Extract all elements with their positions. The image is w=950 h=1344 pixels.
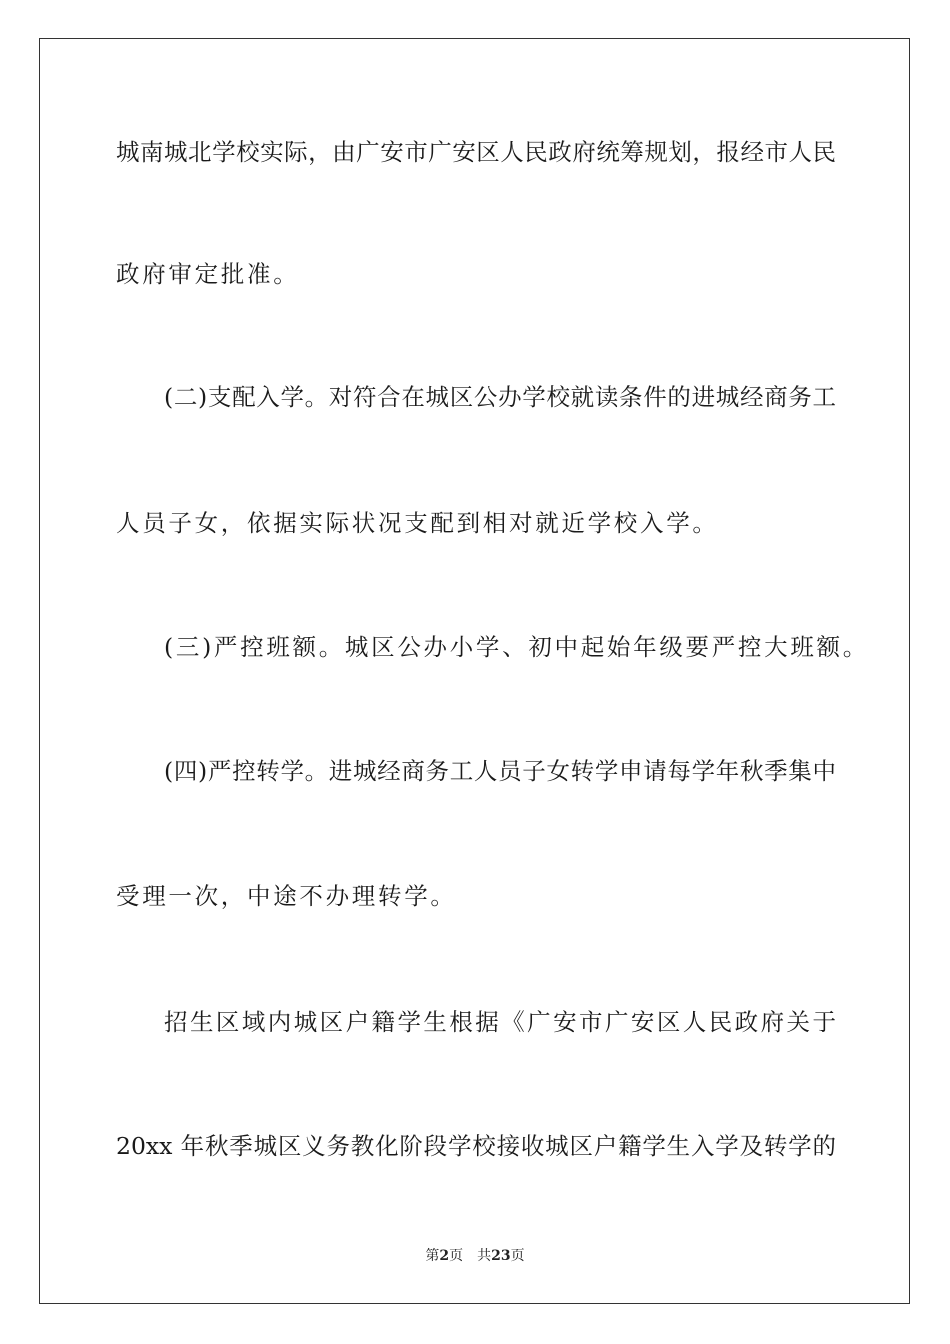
body-text-line-5: (三)严控班额。城区公办小学、初中起始年级要严控大班额。 xyxy=(164,633,869,661)
footer-page-suffix: 页 xyxy=(449,1248,464,1264)
footer-page-number: 2 xyxy=(439,1248,450,1264)
footer-total-pages: 23 xyxy=(491,1248,511,1264)
footer-total-prefix: 共 xyxy=(477,1248,492,1264)
body-text-line-3: (二)支配入学。对符合在城区公办学校就读条件的进城经商务工 xyxy=(164,383,836,411)
body-text-line-7: 受理一次，中途不办理转学。 xyxy=(116,882,457,910)
body-text-line-9: 20xx 年秋季城区义务教化阶段学校接收城区户籍学生入学及转学的 xyxy=(116,1132,836,1160)
footer-page-prefix: 第 xyxy=(425,1248,440,1264)
body-text-line-4: 人员子女，依据实际状况支配到相对就近学校入学。 xyxy=(116,509,719,537)
body-text-line-1: 城南城北学校实际，由广安市广安区人民政府统筹规划，报经市人民 xyxy=(116,138,836,166)
body-text-line-2: 政府审定批准。 xyxy=(116,260,300,288)
page-footer xyxy=(0,1247,950,1265)
body-text-line-8: 招生区域内城区户籍学生根据《广安市广安区人民政府关于 xyxy=(164,1008,836,1036)
page-border xyxy=(39,38,910,1304)
body-text-line-6: (四)严控转学。进城经商务工人员子女转学申请每学年秋季集中 xyxy=(164,757,836,785)
footer-total-suffix: 页 xyxy=(510,1248,525,1264)
